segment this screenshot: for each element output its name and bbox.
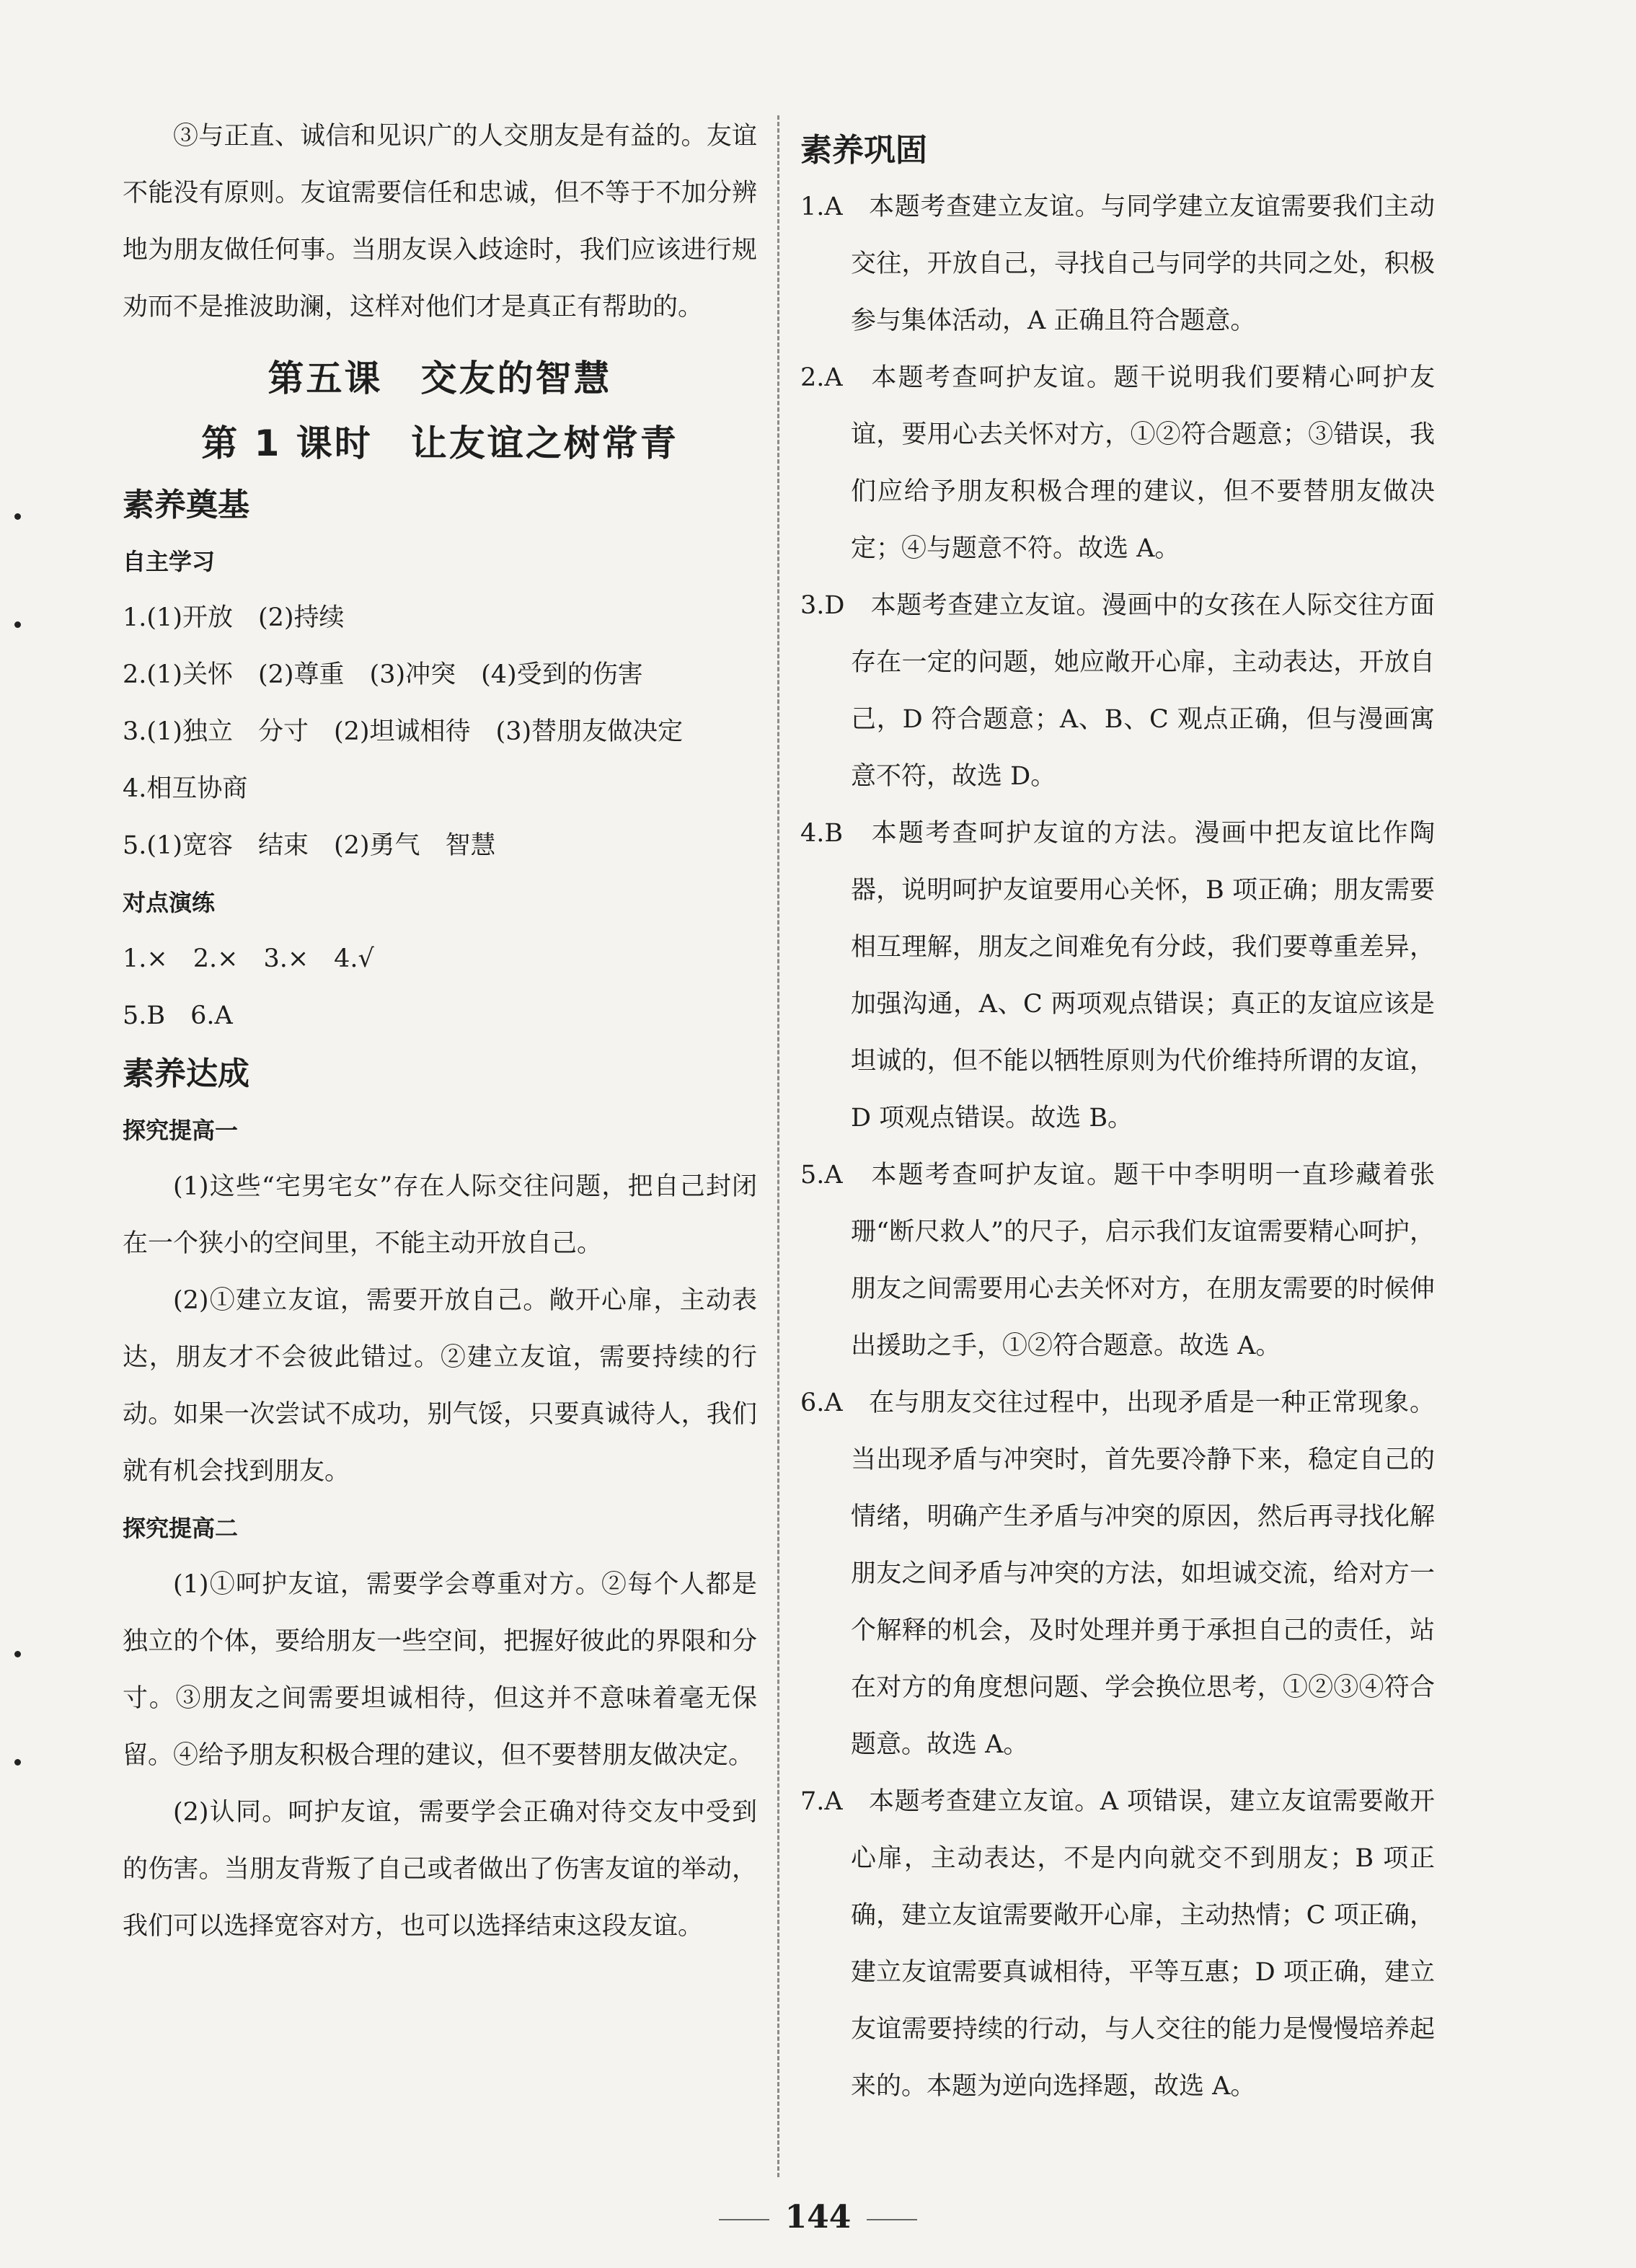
practice-answer: 1.× 2.× 3.× 4.√ <box>123 944 374 973</box>
left-column <box>123 108 757 1955</box>
section-heading-achievement: 素养达成 <box>123 1055 249 1092</box>
explore-answer: (1)这些“宅男宅女”存在人际交往问题，把自己封闭在一个狭小的空间里，不能主动开放自己。 <box>123 1172 757 1258</box>
subheading-explore-2: 探究提高二 <box>123 1515 239 1542</box>
column-divider <box>777 115 779 2177</box>
answer-item: 1.A 本题考查建立友谊。与同学建立友谊需要我们主动交往，开放自己，寻找自己与同学的共同之处，积极参与集体活动，A 正确且符合题意。 <box>800 192 1435 335</box>
section-heading-consolidation: 素养巩固 <box>800 132 927 169</box>
self-study-answer: 5.(1)宽容 结束 (2)勇气 智慧 <box>123 831 496 860</box>
footer-rule <box>867 2219 917 2220</box>
self-study-answer: 4.相互协商 <box>123 774 248 803</box>
section-heading-foundation: 素养奠基 <box>123 487 249 523</box>
subheading-explore-1: 探究提高一 <box>123 1117 239 1144</box>
subheading-practice: 对点演练 <box>123 889 216 916</box>
margin-dot <box>14 513 21 520</box>
answer-item: 4.B 本题考查呵护友谊的方法。漫画中把友谊比作陶器，说明呵护友谊要用心关怀，B 项正确；朋友需要相互理解，朋友之间难免有分歧，我们要尊重差异，加强沟通，A、C 两项观点错误；真正的友谊应该是坦诚的，但不能以牺牲原则为代价维持所谓的友谊，D 项观点错误。故选 B。 <box>800 819 1435 1133</box>
page-footer <box>0 2199 1636 2236</box>
explore-answer: (2)认同。呵护友谊，需要学会正确对待交友中受到的伤害。当朋友背叛了自己或者做出了伤害友谊的举动，我们可以选择宽容对方，也可以选择结束这段友谊。 <box>123 1798 757 1941</box>
self-study-answer: 3.(1)独立 分寸 (2)坦诚相待 (3)替朋友做决定 <box>123 717 684 746</box>
explore-answer: (1)①呵护友谊，需要学会尊重对方。②每个人都是独立的个体，要给朋友一些空间，把握好彼此的界限和分寸。③朋友之间需要坦诚相待，但这并不意味着毫无保留。④给予朋友积极合理的建议，但不要替朋友做决定。 <box>123 1570 757 1770</box>
answer-item: 2.A 本题考查呵护友谊。题干说明我们要精心呵护友谊，要用心去关怀对方，①②符合题意；③错误，我们应给予朋友积极合理的建议，但不要替朋友做决定；④与题意不符。故选 A。 <box>800 363 1435 563</box>
practice-answer: 5.B 6.A <box>123 1001 233 1030</box>
self-study-answer: 2.(1)关怀 (2)尊重 (3)冲突 (4)受到的伤害 <box>123 660 643 689</box>
footer-rule <box>719 2219 769 2220</box>
answer-item: 6.A 在与朋友交往过程中，出现矛盾是一种正常现象。当出现矛盾与冲突时，首先要冷静下来，稳定自己的情绪，明确产生矛盾与冲突的原因，然后再寻找化解朋友之间矛盾与冲突的方法，如坦诚交流，给对方一个解释的机会，及时处理并勇于承担自己的责任，站在对方的角度想问题、学会换位思考，①②③④符合题意。故选 A。 <box>800 1388 1435 1759</box>
page-number: 144 <box>784 2199 852 2236</box>
intro-paragraph: ③与正直、诚信和见识广的人交朋友是有益的。友谊不能没有原则。友谊需要信任和忠诚，但不等于不加分辨地为朋友做任何事。当朋友误入歧途时，我们应该进行规劝而不是推波助澜，这样对他们才是真正有帮助的。 <box>123 122 757 322</box>
self-study-answer: 1.(1)开放 (2)持续 <box>123 603 345 632</box>
explore-answer: (2)①建立友谊，需要开放自己。敞开心扉，主动表达，朋友才不会彼此错过。②建立友谊，需要持续的行动。如果一次尝试不成功，别气馁，只要真诚待人，我们就有机会找到朋友。 <box>123 1286 757 1486</box>
subheading-self-study: 自主学习 <box>123 548 216 575</box>
margin-dot <box>14 1759 21 1766</box>
answer-item: 3.D 本题考查建立友谊。漫画中的女孩在人际交往方面存在一定的问题，她应敞开心扉，主动表达，开放自己，D 符合题意；A、B、C 观点正确，但与漫画寓意不符，故选 D。 <box>800 591 1435 791</box>
answer-item: 5.A 本题考查呵护友谊。题干中李明明一直珍藏着张珊“断尺救人”的尺子，启示我们友谊需要精心呵护，朋友之间需要用心去关怀对方，在朋友需要的时候伸出援助之手，①②符合题意。故选 A。 <box>800 1161 1435 1360</box>
lesson-title: 第五课 交友的智慧 <box>267 358 612 399</box>
right-column <box>800 108 1435 2115</box>
period-title: 第 1 课时 让友谊之树常青 <box>201 422 678 464</box>
margin-dot <box>14 621 21 628</box>
margin-dot <box>14 1651 21 1657</box>
answer-item: 7.A 本题考查建立友谊。A 项错误，建立友谊需要敞开心扉，主动表达，不是内向就交不到朋友；B 项正确，建立友谊需要敞开心扉，主动热情；C 项正确，建立友谊需要真诚相待，平等互惠；D 项正确，建立友谊需要持续的行动，与人交往的能力是慢慢培养起来的。本题为逆向选择题，故选 A。 <box>800 1787 1435 2101</box>
